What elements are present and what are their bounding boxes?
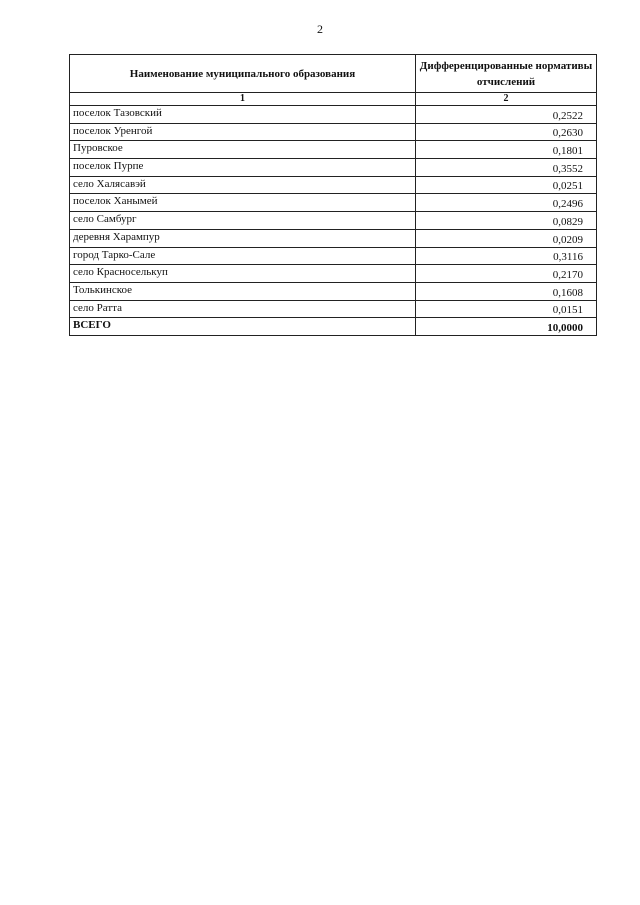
table-row xyxy=(70,123,597,141)
norm-value: 0,0151 xyxy=(416,300,597,318)
norm-value: 0,2170 xyxy=(416,265,597,283)
municipality-name: поселок Уренгой xyxy=(70,123,416,141)
norm-value: 0,0829 xyxy=(416,212,597,230)
municipality-name: поселок Ханымей xyxy=(70,194,416,212)
total-row xyxy=(70,318,597,336)
municipality-name: город Тарко-Сале xyxy=(70,247,416,265)
municipality-name: Толькинское xyxy=(70,282,416,300)
table-row xyxy=(70,159,597,177)
norm-value: 0,1801 xyxy=(416,141,597,159)
total-label: ВСЕГО xyxy=(70,318,416,336)
distribution-table xyxy=(69,54,597,336)
municipality-name: село Ратта xyxy=(70,300,416,318)
municipality-name: Пуровское xyxy=(70,141,416,159)
norm-value: 0,0209 xyxy=(416,229,597,247)
municipality-name: деревня Харампур xyxy=(70,229,416,247)
norm-value: 0,0251 xyxy=(416,176,597,194)
norm-value: 0,2496 xyxy=(416,194,597,212)
page-number: 2 xyxy=(317,22,323,36)
column-number-1: 1 xyxy=(70,93,416,106)
column-number-2: 2 xyxy=(416,93,597,106)
table-row xyxy=(70,106,597,124)
norm-value: 0,3552 xyxy=(416,159,597,177)
norm-value: 0,3116 xyxy=(416,247,597,265)
table-row xyxy=(70,229,597,247)
table-row xyxy=(70,176,597,194)
norm-value: 0,2630 xyxy=(416,123,597,141)
municipality-name: село Самбург xyxy=(70,212,416,230)
table-row xyxy=(70,265,597,283)
municipality-name: поселок Тазовский xyxy=(70,106,416,124)
table-row xyxy=(70,247,597,265)
table-row xyxy=(70,212,597,230)
municipality-name: село Красноселькуп xyxy=(70,265,416,283)
table-row xyxy=(70,141,597,159)
norm-value: 0,2522 xyxy=(416,106,597,124)
total-value: 10,0000 xyxy=(416,318,597,336)
table-row xyxy=(70,194,597,212)
municipality-name: поселок Пурпе xyxy=(70,159,416,177)
column-header-norms: Дифференцированные нормативы отчислений xyxy=(416,55,597,93)
column-header-name: Наименование муниципального образования xyxy=(70,55,416,93)
table-row xyxy=(70,282,597,300)
municipality-name: село Халясавэй xyxy=(70,176,416,194)
norm-value: 0,1608 xyxy=(416,282,597,300)
table-row xyxy=(70,300,597,318)
